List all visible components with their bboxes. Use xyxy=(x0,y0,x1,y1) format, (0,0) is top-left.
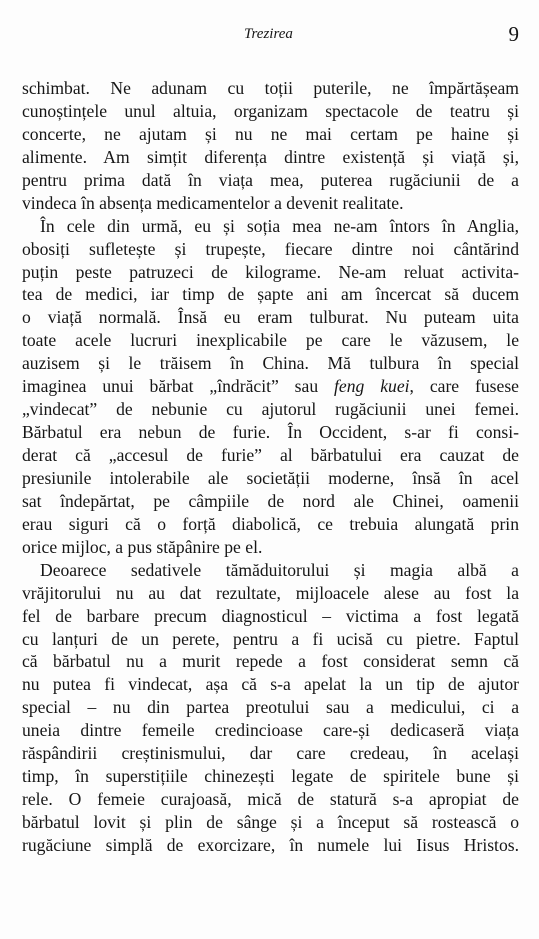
text-line: puțin peste patruzeci de kilograme. Ne-am reluat activita- xyxy=(22,261,519,282)
text-line: special – nu din partea preotului sau a medicului, ci a xyxy=(22,697,519,718)
running-title: Trezirea xyxy=(244,26,293,42)
text-line: derat că „accesul de furie” al bărbatului era cauzat de xyxy=(22,445,519,465)
text-line: fel de barbare precum diagnosticul – victima a fost legată xyxy=(22,605,519,626)
text-line: auzisem și le trăisem în China. Mă tulbura în special xyxy=(22,353,519,374)
text-line: cunoștințele unul altuia, organizam spectacole de teatru și xyxy=(22,100,519,121)
text-line: erau siguri că o forță diabolică, ce trebuia alungată prin xyxy=(22,513,519,534)
text-line: cu lanțuri de un perete, pentru a fi ucisă cu pietre. Faptul xyxy=(22,628,519,649)
text-line: presiunile intolerabile ale societății moderne, însă în acel xyxy=(22,467,519,488)
text-line: concerte, ne ajutam și nu ne mai certam pe haine și xyxy=(22,123,519,144)
text-line: imaginea unui bărbat „îndrăcit” sau feng kuei, care fusese xyxy=(22,376,519,397)
text-line: uneia dintre femeile credincioase care-și dedicaseră viața xyxy=(22,720,519,741)
text-line: rele. O femeie curajoasă, mică de statură s-a apropiat de xyxy=(22,789,519,810)
text-line: orice mijloc, a pus stăpânire pe el. xyxy=(22,536,263,557)
text-line: toate acele lucruri inexplicabile pe care le văzusem, le xyxy=(22,330,519,351)
text-line: obosiți sufletește și trupește, fiecare dintre noi cântărind xyxy=(22,238,519,259)
text-line: Bărbatul era nebun de furie. În Occident, s-ar fi consi- xyxy=(22,422,519,443)
text-line: nu putea fi vindecat, așa că s-a apelat la un tip de ajutor xyxy=(22,674,519,695)
page-header xyxy=(0,22,539,50)
text-line: tea de medici, iar timp de șapte ani am încercat să ducem xyxy=(22,284,519,305)
italic-term: feng kuei xyxy=(334,376,410,397)
text-line: vindeca în absența medicamentelor a devenit realitate. xyxy=(22,192,404,213)
text-line: că bărbatul nu a murit repede a fost considerat semn că xyxy=(22,651,519,672)
body-text xyxy=(22,77,519,857)
text-line: o viață normală. Însă eu eram tulburat. Nu puteam uita xyxy=(22,307,519,328)
text-line: „vindecat” de nebunie cu ajutorul rugăciunii unei femei. xyxy=(22,399,519,420)
text-line: alimente. Am simțit diferența dintre existență și viață și, xyxy=(22,146,519,167)
text-line: pentru prima dată în viața mea, puterea rugăciunii de a xyxy=(22,169,519,190)
page-number: 9 xyxy=(508,22,519,46)
text-line: sat îndepărtat, pe câmpiile de nord ale Chinei, oamenii xyxy=(22,490,519,511)
text-line: vrăjitorului nu au dat rezultate, mijloacele alese au fost la xyxy=(22,582,519,603)
text-line: În cele din urmă, eu și soția mea ne-am întors în Anglia, xyxy=(40,215,519,236)
text-line: timp, în superstițiile chinezești legate de spiritele bune și xyxy=(22,766,519,787)
text-line: bărbatul lovit și plin de sânge și a început să rostească o xyxy=(22,812,519,832)
text-line: rugăciune simplă de exorcizare, în numele lui Iisus Hristos. xyxy=(22,834,519,855)
text-line: răspândirii creștinismului, dar care credeau, în același xyxy=(22,743,519,764)
text-line: Deoarece sedativele tămăduitorului și magia albă a xyxy=(40,559,519,580)
text-line: schimbat. Ne adunam cu toții puterile, ne împărtășeam xyxy=(22,78,519,98)
